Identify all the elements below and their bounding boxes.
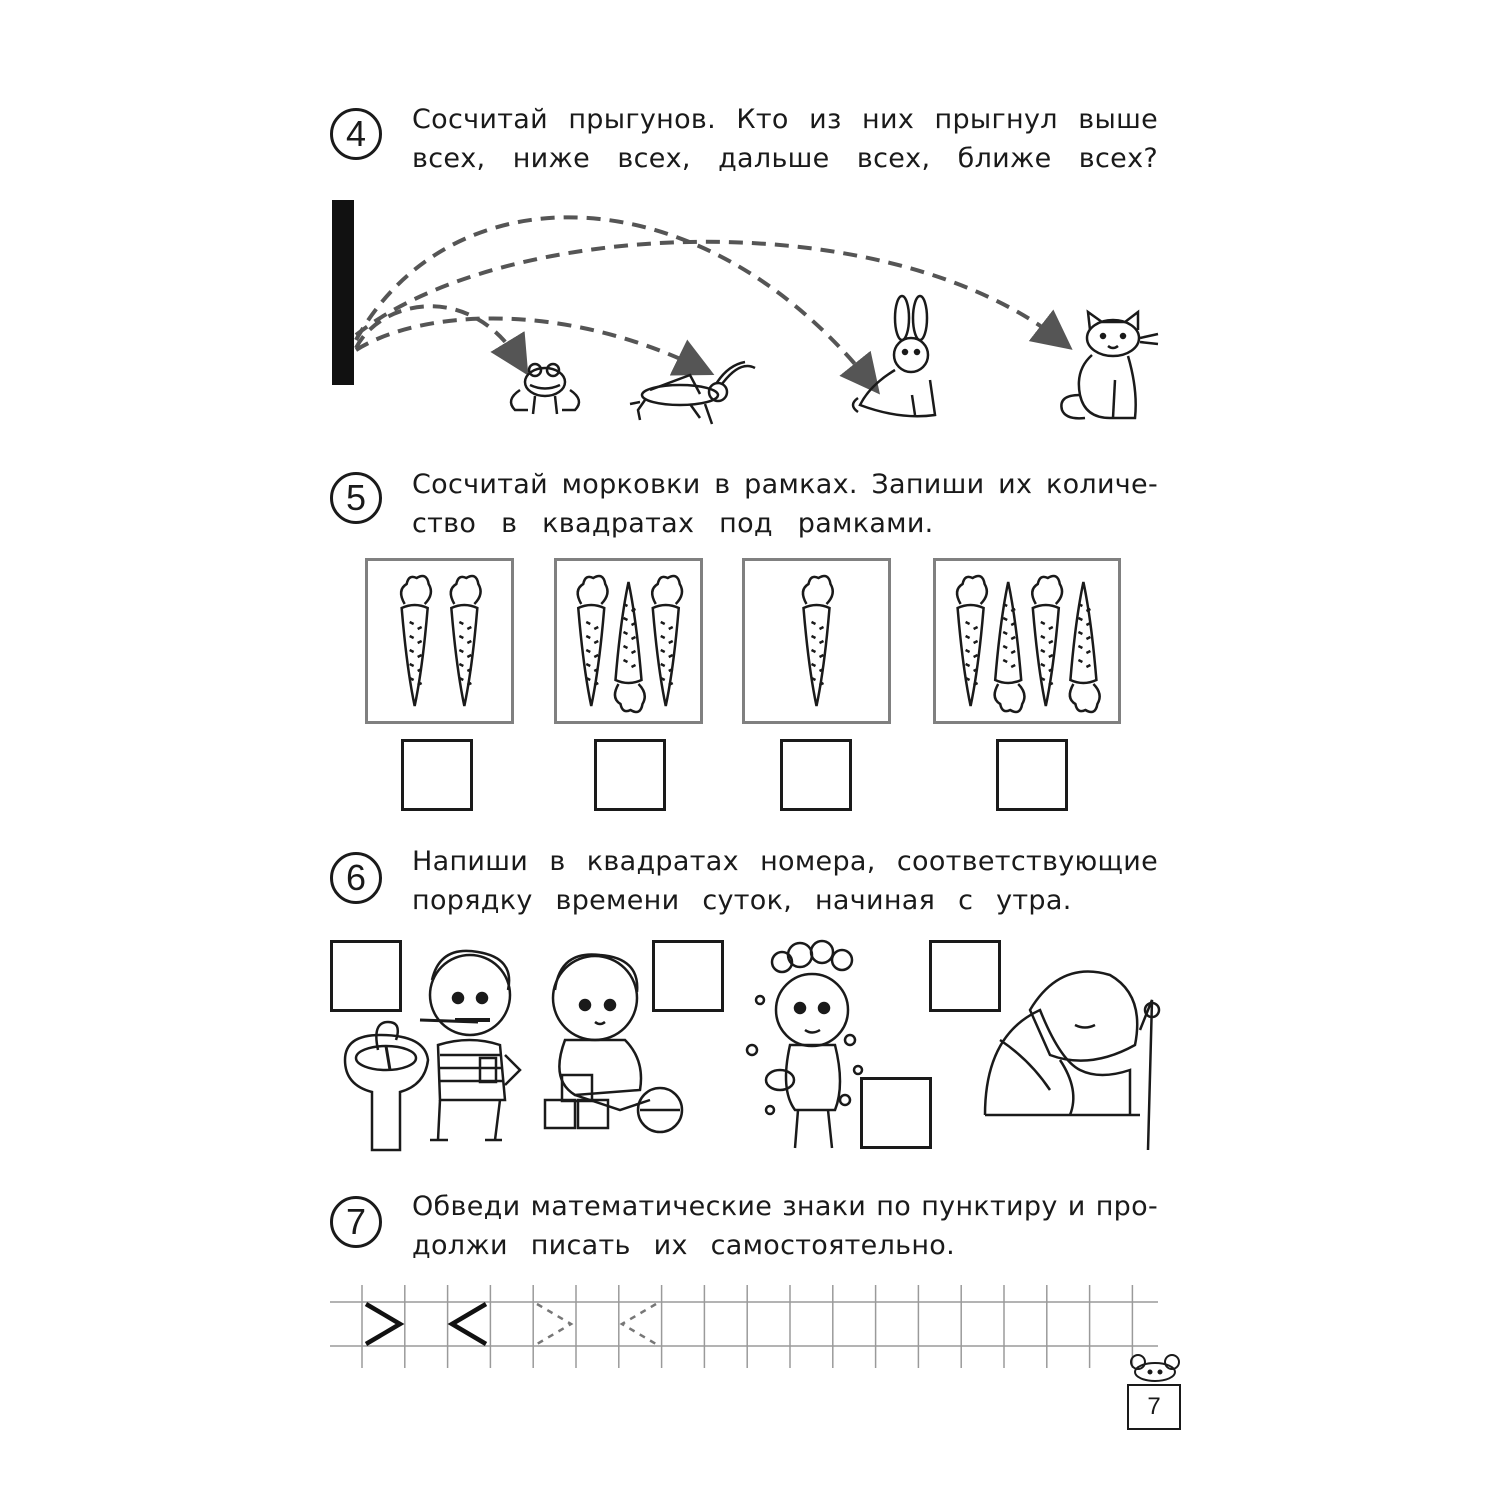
child-sleeping-illustration bbox=[985, 972, 1159, 1150]
task-4-line1: Сосчитай прыгунов. Кто из них прыгнул выше bbox=[412, 104, 1158, 135]
dotted-sign bbox=[622, 1304, 656, 1344]
scene-order-box-3[interactable] bbox=[860, 1077, 932, 1149]
solid-sign bbox=[452, 1304, 486, 1344]
frog-icon bbox=[511, 364, 579, 414]
carrot-answer-box-4[interactable] bbox=[996, 739, 1068, 811]
task-4-line2: всех, ниже всех, дальше всех, ближе всех? bbox=[412, 143, 1158, 174]
solid-sign bbox=[366, 1304, 400, 1344]
task-7-text bbox=[412, 1187, 1158, 1265]
task-6-text bbox=[412, 842, 1158, 920]
carrot-answer-box-1[interactable] bbox=[401, 739, 473, 811]
task-5-text bbox=[412, 465, 1158, 543]
carrot-answer-box-2[interactable] bbox=[594, 739, 666, 811]
jump-trajectories bbox=[356, 217, 1060, 382]
grasshopper-icon bbox=[630, 362, 755, 424]
carrot-frame-1 bbox=[365, 558, 514, 724]
dotted-sign bbox=[537, 1304, 571, 1344]
jump-start-wall bbox=[332, 200, 354, 385]
grid-lines bbox=[330, 1285, 1158, 1368]
task-5-number: 5 bbox=[330, 472, 382, 524]
task-7-number: 7 bbox=[330, 1196, 382, 1248]
carrot-answer-box-3[interactable] bbox=[780, 739, 852, 811]
mouse-icon bbox=[1131, 1355, 1179, 1381]
task-6-number: 6 bbox=[330, 852, 382, 904]
task-7-line1: Обведи математические знаки по пунктиру и про- bbox=[412, 1191, 1158, 1222]
scene-order-box-4[interactable] bbox=[929, 940, 1001, 1012]
rabbit-icon bbox=[853, 296, 935, 416]
task-4-text bbox=[412, 100, 1158, 178]
page-number: 7 bbox=[1127, 1384, 1181, 1430]
task-6-line2: порядку времени суток, начиная с утра. bbox=[412, 885, 1072, 916]
carrot-frame-4 bbox=[933, 558, 1121, 724]
cat-icon bbox=[1061, 312, 1158, 418]
carrot-frame-2 bbox=[554, 558, 703, 724]
task-6-line1: Напиши в квадратах номера, соответствующие bbox=[412, 846, 1158, 877]
task-7-line2: должи писать их самостоятельно. bbox=[412, 1230, 955, 1261]
scene-order-box-1[interactable] bbox=[330, 940, 402, 1012]
task-5-line2: ство в квадратах под рамками. bbox=[412, 508, 934, 539]
scene-order-box-2[interactable] bbox=[652, 940, 724, 1012]
task-5-line1: Сосчитай морковки в рамках. Запиши их количе- bbox=[412, 469, 1158, 500]
boy-bathing-illustration bbox=[747, 941, 862, 1148]
task-4-number: 4 bbox=[330, 108, 382, 160]
carrot-frame-3 bbox=[742, 558, 891, 724]
